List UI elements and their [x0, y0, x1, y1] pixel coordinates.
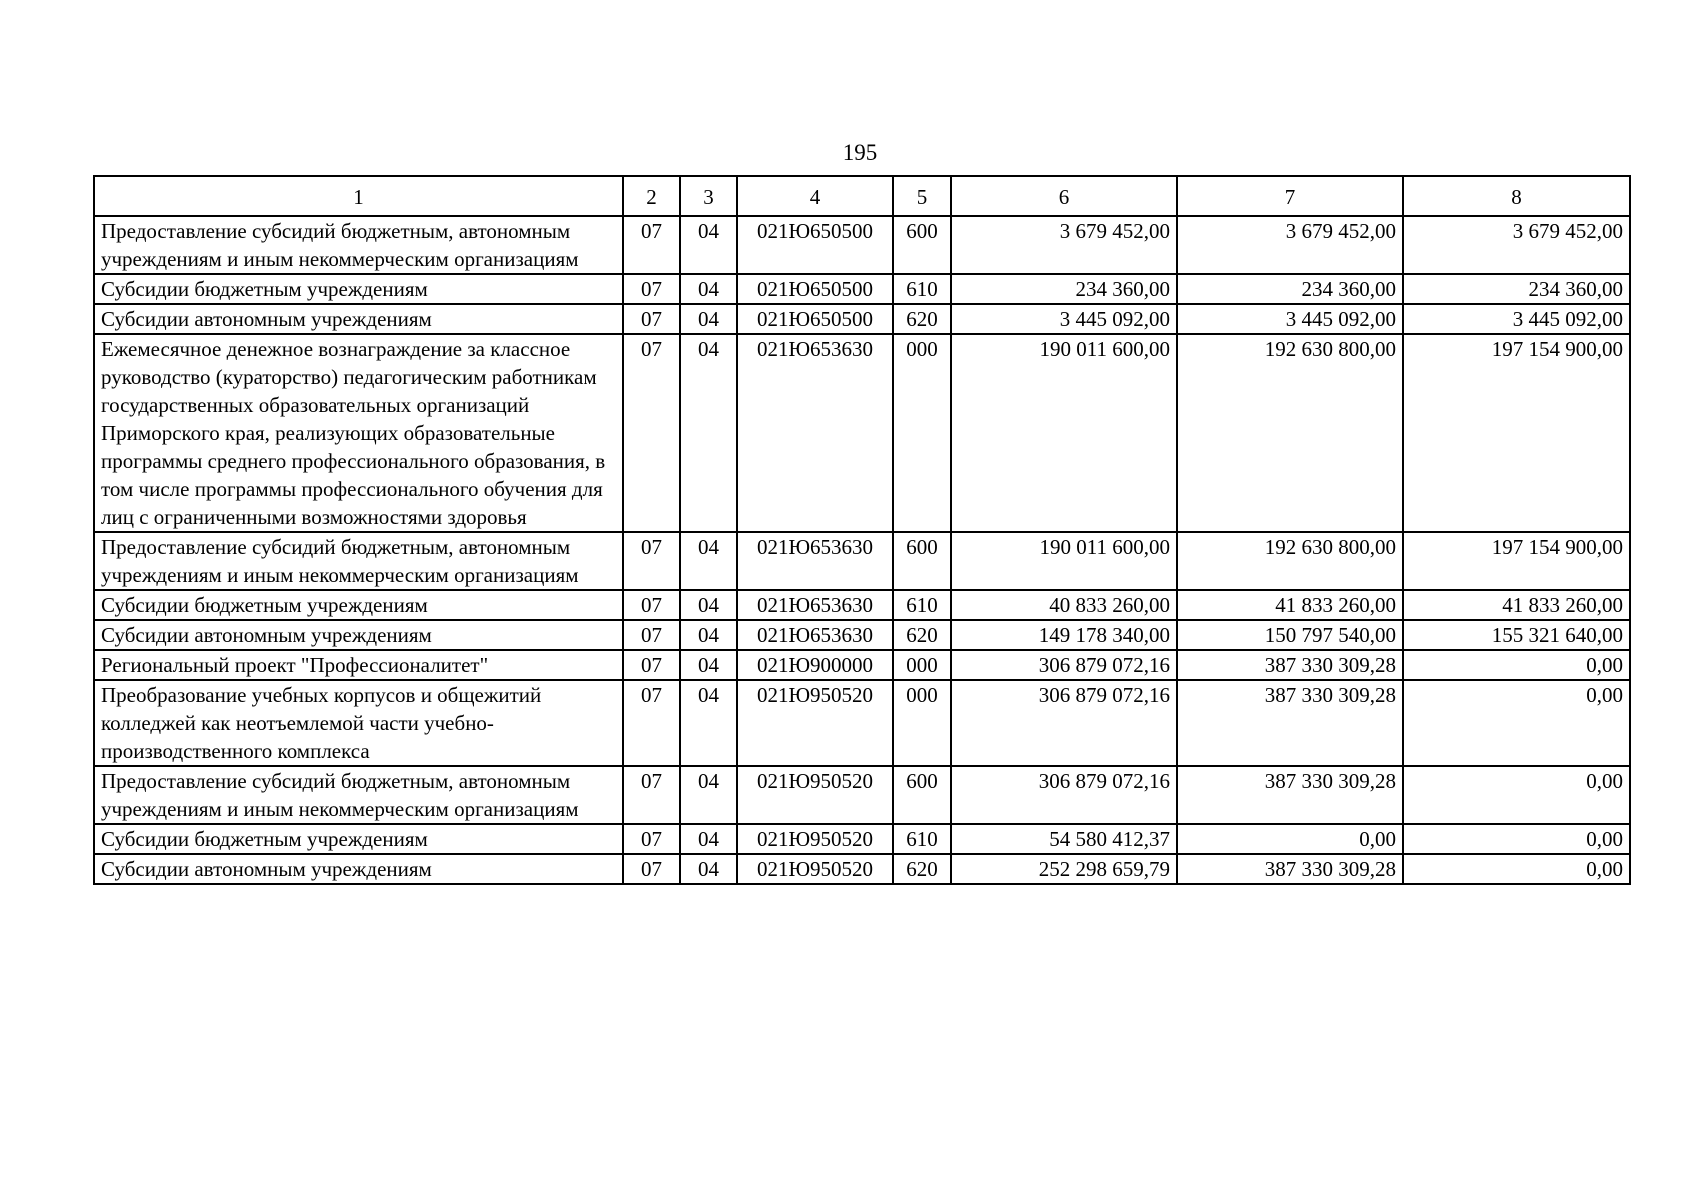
amount-col-8: 0,00 — [1403, 766, 1630, 824]
subsection-code: 04 — [680, 854, 737, 884]
table-row — [94, 216, 1630, 274]
amount-col-6: 306 879 072,16 — [951, 680, 1177, 766]
amount-col-8: 3 679 452,00 — [1403, 216, 1630, 274]
expense-type-code: 000 — [893, 334, 951, 532]
table-row — [94, 650, 1630, 680]
amount-col-8: 234 360,00 — [1403, 274, 1630, 304]
row-description: Субсидии бюджетным учреждениям — [94, 274, 623, 304]
target-article-code: 021Ю950520 — [737, 766, 893, 824]
section-code: 07 — [623, 620, 680, 650]
row-description: Ежемесячное денежное вознаграждение за классное руководство (кураторство) педагогическим работникам государственных образовательных организаций Приморского края, реализующих образовательные программы среднего профессионального образования, в том числе программы профессионального обучения для лиц с ограниченными возможностями здоровья — [94, 334, 623, 532]
row-description: Предоставление субсидий бюджетным, автономным учреждениям и иным некоммерческим организациям — [94, 216, 623, 274]
subsection-code: 04 — [680, 334, 737, 532]
expense-type-code: 600 — [893, 216, 951, 274]
subsection-code: 04 — [680, 620, 737, 650]
section-code: 07 — [623, 824, 680, 854]
amount-col-6: 149 178 340,00 — [951, 620, 1177, 650]
section-code: 07 — [623, 680, 680, 766]
amount-col-7: 41 833 260,00 — [1177, 590, 1403, 620]
amount-col-8: 197 154 900,00 — [1403, 334, 1630, 532]
amount-col-6: 3 679 452,00 — [951, 216, 1177, 274]
amount-col-7: 3 679 452,00 — [1177, 216, 1403, 274]
column-header: 6 — [951, 176, 1177, 216]
expense-type-code: 600 — [893, 532, 951, 590]
table-row — [94, 532, 1630, 590]
amount-col-8: 3 445 092,00 — [1403, 304, 1630, 334]
section-code: 07 — [623, 590, 680, 620]
amount-col-7: 0,00 — [1177, 824, 1403, 854]
amount-col-6: 190 011 600,00 — [951, 334, 1177, 532]
amount-col-7: 192 630 800,00 — [1177, 334, 1403, 532]
target-article-code: 021Ю650500 — [737, 216, 893, 274]
amount-col-6: 234 360,00 — [951, 274, 1177, 304]
amount-col-6: 190 011 600,00 — [951, 532, 1177, 590]
target-article-code: 021Ю653630 — [737, 590, 893, 620]
target-article-code: 021Ю900000 — [737, 650, 893, 680]
expense-type-code: 620 — [893, 854, 951, 884]
subsection-code: 04 — [680, 216, 737, 274]
table-row — [94, 334, 1630, 532]
target-article-code: 021Ю653630 — [737, 532, 893, 590]
amount-col-8: 41 833 260,00 — [1403, 590, 1630, 620]
target-article-code: 021Ю653630 — [737, 620, 893, 650]
column-header: 8 — [1403, 176, 1630, 216]
amount-col-7: 192 630 800,00 — [1177, 532, 1403, 590]
target-article-code: 021Ю950520 — [737, 680, 893, 766]
row-description: Субсидии автономным учреждениям — [94, 854, 623, 884]
row-description: Субсидии автономным учреждениям — [94, 620, 623, 650]
amount-col-8: 197 154 900,00 — [1403, 532, 1630, 590]
column-header: 3 — [680, 176, 737, 216]
section-code: 07 — [623, 532, 680, 590]
subsection-code: 04 — [680, 824, 737, 854]
amount-col-8: 0,00 — [1403, 680, 1630, 766]
amount-col-7: 150 797 540,00 — [1177, 620, 1403, 650]
target-article-code: 021Ю650500 — [737, 304, 893, 334]
subsection-code: 04 — [680, 680, 737, 766]
target-article-code: 021Ю653630 — [737, 334, 893, 532]
table-row — [94, 304, 1630, 334]
expense-type-code: 600 — [893, 766, 951, 824]
row-description: Преобразование учебных корпусов и общежитий колледжей как неотъемлемой части учебно-производственного комплекса — [94, 680, 623, 766]
subsection-code: 04 — [680, 766, 737, 824]
row-description: Предоставление субсидий бюджетным, автономным учреждениям и иным некоммерческим организациям — [94, 766, 623, 824]
table-row — [94, 590, 1630, 620]
row-description: Субсидии автономным учреждениям — [94, 304, 623, 334]
expense-type-code: 620 — [893, 620, 951, 650]
amount-col-7: 387 330 309,28 — [1177, 680, 1403, 766]
amount-col-7: 234 360,00 — [1177, 274, 1403, 304]
amount-col-6: 306 879 072,16 — [951, 650, 1177, 680]
subsection-code: 04 — [680, 532, 737, 590]
subsection-code: 04 — [680, 274, 737, 304]
amount-col-8: 0,00 — [1403, 854, 1630, 884]
page-number: 195 — [842, 140, 878, 165]
amount-col-6: 40 833 260,00 — [951, 590, 1177, 620]
amount-col-8: 0,00 — [1403, 650, 1630, 680]
section-code: 07 — [623, 334, 680, 532]
expense-type-code: 610 — [893, 274, 951, 304]
table-row — [94, 766, 1630, 824]
amount-col-7: 387 330 309,28 — [1177, 766, 1403, 824]
expense-type-code: 610 — [893, 824, 951, 854]
table-header-row — [94, 176, 1630, 216]
expense-type-code: 000 — [893, 650, 951, 680]
target-article-code: 021Ю950520 — [737, 854, 893, 884]
subsection-code: 04 — [680, 304, 737, 334]
section-code: 07 — [623, 274, 680, 304]
table-row — [94, 824, 1630, 854]
table-row — [94, 854, 1630, 884]
amount-col-6: 306 879 072,16 — [951, 766, 1177, 824]
section-code: 07 — [623, 650, 680, 680]
amount-col-7: 387 330 309,28 — [1177, 854, 1403, 884]
row-description: Региональный проект "Профессионалитет" — [94, 650, 623, 680]
section-code: 07 — [623, 766, 680, 824]
amount-col-8: 0,00 — [1403, 824, 1630, 854]
amount-col-8: 155 321 640,00 — [1403, 620, 1630, 650]
amount-col-6: 3 445 092,00 — [951, 304, 1177, 334]
row-description: Предоставление субсидий бюджетным, автономным учреждениям и иным некоммерческим организациям — [94, 532, 623, 590]
expense-type-code: 000 — [893, 680, 951, 766]
subsection-code: 04 — [680, 590, 737, 620]
table-row — [94, 680, 1630, 766]
amount-col-7: 387 330 309,28 — [1177, 650, 1403, 680]
amount-col-6: 54 580 412,37 — [951, 824, 1177, 854]
amount-col-7: 3 445 092,00 — [1177, 304, 1403, 334]
column-header: 2 — [623, 176, 680, 216]
amount-col-6: 252 298 659,79 — [951, 854, 1177, 884]
expense-type-code: 620 — [893, 304, 951, 334]
row-description: Субсидии бюджетным учреждениям — [94, 590, 623, 620]
subsection-code: 04 — [680, 650, 737, 680]
budget-table — [93, 175, 1631, 885]
column-header: 4 — [737, 176, 893, 216]
section-code: 07 — [623, 304, 680, 334]
section-code: 07 — [623, 854, 680, 884]
column-header: 1 — [94, 176, 623, 216]
table-row — [94, 620, 1630, 650]
section-code: 07 — [623, 216, 680, 274]
row-description: Субсидии бюджетным учреждениям — [94, 824, 623, 854]
column-header: 5 — [893, 176, 951, 216]
target-article-code: 021Ю650500 — [737, 274, 893, 304]
target-article-code: 021Ю950520 — [737, 824, 893, 854]
column-header: 7 — [1177, 176, 1403, 216]
table-row — [94, 274, 1630, 304]
expense-type-code: 610 — [893, 590, 951, 620]
